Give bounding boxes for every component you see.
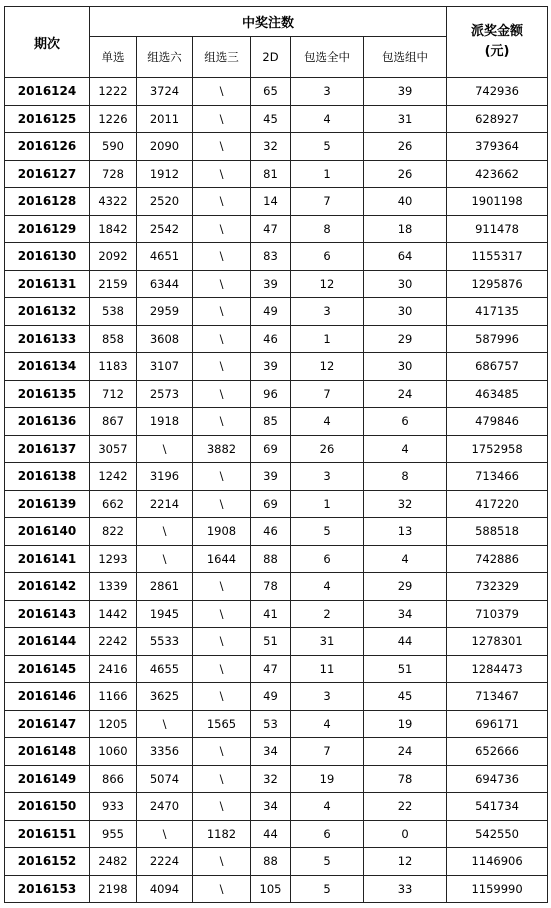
table-row <box>5 738 548 766</box>
single-cell: 2416 <box>90 655 137 683</box>
combo-group-cell: 40 <box>364 188 447 216</box>
group-six-cell: 2573 <box>137 380 193 408</box>
single-cell: 2198 <box>90 875 137 903</box>
table-row <box>5 215 548 243</box>
combo-group-cell: 64 <box>364 243 447 271</box>
combo-full-cell: 11 <box>291 655 364 683</box>
single-cell: 590 <box>90 133 137 161</box>
combo-full-cell: 3 <box>291 463 364 491</box>
combo-group-cell: 30 <box>364 298 447 326</box>
combo-full-cell: 2 <box>291 600 364 628</box>
two-d-cell: 88 <box>251 848 291 876</box>
combo-group-cell: 78 <box>364 765 447 793</box>
group-six-cell: 3107 <box>137 353 193 381</box>
issue-cell: 2016139 <box>5 490 90 518</box>
issue-header: 期次 <box>5 7 90 78</box>
payout-cell: 1278301 <box>447 628 548 656</box>
group-three-cell: \ <box>193 270 251 298</box>
group-six-cell: 4651 <box>137 243 193 271</box>
group-three-cell: \ <box>193 463 251 491</box>
combo-group-cell: 32 <box>364 490 447 518</box>
issue-cell: 2016144 <box>5 628 90 656</box>
col-header-single: 单选 <box>90 37 137 78</box>
single-cell: 728 <box>90 160 137 188</box>
two-d-cell: 45 <box>251 105 291 133</box>
group-six-cell: 3625 <box>137 683 193 711</box>
single-cell: 2092 <box>90 243 137 271</box>
payout-cell: 652666 <box>447 738 548 766</box>
issue-cell: 2016150 <box>5 793 90 821</box>
combo-group-cell: 24 <box>364 738 447 766</box>
combo-full-cell: 7 <box>291 380 364 408</box>
results-table <box>4 6 548 903</box>
payout-cell: 541734 <box>447 793 548 821</box>
single-cell: 1242 <box>90 463 137 491</box>
table-row <box>5 573 548 601</box>
single-cell: 3057 <box>90 435 137 463</box>
table-row <box>5 160 548 188</box>
combo-full-cell: 7 <box>291 188 364 216</box>
issue-cell: 2016129 <box>5 215 90 243</box>
issue-cell: 2016152 <box>5 848 90 876</box>
group-three-cell: \ <box>193 683 251 711</box>
two-d-cell: 47 <box>251 215 291 243</box>
combo-full-cell: 19 <box>291 765 364 793</box>
two-d-cell: 69 <box>251 435 291 463</box>
combo-group-cell: 12 <box>364 848 447 876</box>
col-header-group-three: 组选三 <box>193 37 251 78</box>
single-cell: 4322 <box>90 188 137 216</box>
group-six-cell: \ <box>137 710 193 738</box>
combo-group-cell: 31 <box>364 105 447 133</box>
single-cell: 866 <box>90 765 137 793</box>
combo-full-cell: 26 <box>291 435 364 463</box>
combo-full-cell: 4 <box>291 573 364 601</box>
combo-group-cell: 13 <box>364 518 447 546</box>
combo-group-cell: 0 <box>364 820 447 848</box>
single-cell: 1060 <box>90 738 137 766</box>
issue-cell: 2016134 <box>5 353 90 381</box>
combo-group-cell: 29 <box>364 325 447 353</box>
combo-group-cell: 6 <box>364 408 447 436</box>
table-row <box>5 518 548 546</box>
combo-full-cell: 5 <box>291 518 364 546</box>
group-six-cell: 2224 <box>137 848 193 876</box>
single-cell: 1183 <box>90 353 137 381</box>
two-d-cell: 53 <box>251 710 291 738</box>
group-six-cell: 4655 <box>137 655 193 683</box>
combo-full-cell: 4 <box>291 710 364 738</box>
combo-group-cell: 26 <box>364 133 447 161</box>
group-six-cell: \ <box>137 545 193 573</box>
payout-cell: 710379 <box>447 600 548 628</box>
group-three-cell: \ <box>193 848 251 876</box>
group-six-cell: 4094 <box>137 875 193 903</box>
group-six-cell: 2959 <box>137 298 193 326</box>
payout-cell: 587996 <box>447 325 548 353</box>
issue-cell: 2016145 <box>5 655 90 683</box>
combo-full-cell: 4 <box>291 408 364 436</box>
payout-cell: 713467 <box>447 683 548 711</box>
group-six-cell: 2090 <box>137 133 193 161</box>
combo-full-cell: 12 <box>291 353 364 381</box>
two-d-cell: 34 <box>251 738 291 766</box>
col-header-2d: 2D <box>251 37 291 78</box>
payout-cell: 713466 <box>447 463 548 491</box>
single-cell: 933 <box>90 793 137 821</box>
group-three-cell: \ <box>193 215 251 243</box>
single-cell: 1205 <box>90 710 137 738</box>
group-six-cell: 6344 <box>137 270 193 298</box>
group-three-cell: 3882 <box>193 435 251 463</box>
combo-full-cell: 12 <box>291 270 364 298</box>
payout-cell: 1146906 <box>447 848 548 876</box>
payout-cell: 742886 <box>447 545 548 573</box>
combo-group-cell: 8 <box>364 463 447 491</box>
combo-group-cell: 33 <box>364 875 447 903</box>
combo-group-cell: 39 <box>364 78 447 106</box>
two-d-cell: 32 <box>251 133 291 161</box>
combo-full-cell: 5 <box>291 875 364 903</box>
single-cell: 2242 <box>90 628 137 656</box>
table-row <box>5 600 548 628</box>
payout-header-line2: (元) <box>484 44 510 59</box>
two-d-cell: 51 <box>251 628 291 656</box>
table-row <box>5 463 548 491</box>
payout-cell: 1159990 <box>447 875 548 903</box>
issue-cell: 2016133 <box>5 325 90 353</box>
single-cell: 662 <box>90 490 137 518</box>
combo-full-cell: 6 <box>291 820 364 848</box>
payout-cell: 1284473 <box>447 655 548 683</box>
combo-full-cell: 3 <box>291 683 364 711</box>
two-d-cell: 46 <box>251 325 291 353</box>
table-row <box>5 105 548 133</box>
table-row <box>5 793 548 821</box>
payout-cell: 742936 <box>447 78 548 106</box>
group-three-cell: \ <box>193 793 251 821</box>
group-six-cell: \ <box>137 820 193 848</box>
payout-header-line1: 派奖金额 <box>471 24 524 39</box>
table-row <box>5 820 548 848</box>
two-d-cell: 44 <box>251 820 291 848</box>
two-d-cell: 49 <box>251 298 291 326</box>
two-d-cell: 39 <box>251 463 291 491</box>
issue-cell: 2016148 <box>5 738 90 766</box>
issue-cell: 2016136 <box>5 408 90 436</box>
group-six-cell: 2214 <box>137 490 193 518</box>
group-three-cell: 1644 <box>193 545 251 573</box>
issue-cell: 2016124 <box>5 78 90 106</box>
table-row <box>5 875 548 903</box>
issue-cell: 2016137 <box>5 435 90 463</box>
group-three-cell: \ <box>193 188 251 216</box>
issue-cell: 2016130 <box>5 243 90 271</box>
two-d-cell: 83 <box>251 243 291 271</box>
payout-cell: 588518 <box>447 518 548 546</box>
combo-full-cell: 5 <box>291 133 364 161</box>
group-six-cell: 2470 <box>137 793 193 821</box>
combo-full-cell: 6 <box>291 545 364 573</box>
two-d-cell: 69 <box>251 490 291 518</box>
payout-cell: 1155317 <box>447 243 548 271</box>
table-row <box>5 380 548 408</box>
single-cell: 2159 <box>90 270 137 298</box>
single-cell: 1842 <box>90 215 137 243</box>
combo-group-cell: 34 <box>364 600 447 628</box>
combo-full-cell: 3 <box>291 78 364 106</box>
group-three-cell: \ <box>193 765 251 793</box>
group-six-cell: \ <box>137 435 193 463</box>
payout-cell: 911478 <box>447 215 548 243</box>
col-header-combo-full: 包选全中 <box>291 37 364 78</box>
payout-cell: 1295876 <box>447 270 548 298</box>
header-row-top <box>5 7 548 37</box>
two-d-cell: 32 <box>251 765 291 793</box>
payout-cell: 463485 <box>447 380 548 408</box>
single-cell: 1442 <box>90 600 137 628</box>
group-six-cell: \ <box>137 518 193 546</box>
issue-cell: 2016147 <box>5 710 90 738</box>
group-six-cell: 2520 <box>137 188 193 216</box>
table-row <box>5 298 548 326</box>
group-three-cell: \ <box>193 325 251 353</box>
two-d-cell: 78 <box>251 573 291 601</box>
two-d-cell: 96 <box>251 380 291 408</box>
issue-cell: 2016149 <box>5 765 90 793</box>
issue-cell: 2016146 <box>5 683 90 711</box>
combo-group-cell: 30 <box>364 270 447 298</box>
table-row <box>5 325 548 353</box>
combo-full-cell: 6 <box>291 243 364 271</box>
payout-header <box>447 7 548 78</box>
payout-cell: 696171 <box>447 710 548 738</box>
two-d-cell: 65 <box>251 78 291 106</box>
combo-group-cell: 24 <box>364 380 447 408</box>
two-d-cell: 41 <box>251 600 291 628</box>
single-cell: 2482 <box>90 848 137 876</box>
group-three-cell: \ <box>193 408 251 436</box>
combo-group-cell: 30 <box>364 353 447 381</box>
two-d-cell: 81 <box>251 160 291 188</box>
issue-cell: 2016142 <box>5 573 90 601</box>
group-three-cell: \ <box>193 298 251 326</box>
group-six-cell: 2861 <box>137 573 193 601</box>
group-three-cell: \ <box>193 875 251 903</box>
table-body <box>5 78 548 903</box>
table-row <box>5 710 548 738</box>
combo-full-cell: 4 <box>291 105 364 133</box>
table-row <box>5 353 548 381</box>
two-d-cell: 14 <box>251 188 291 216</box>
single-cell: 538 <box>90 298 137 326</box>
group-six-cell: 3608 <box>137 325 193 353</box>
two-d-cell: 47 <box>251 655 291 683</box>
issue-cell: 2016138 <box>5 463 90 491</box>
issue-cell: 2016131 <box>5 270 90 298</box>
group-three-cell: \ <box>193 573 251 601</box>
winners-group-header: 中奖注数 <box>90 7 447 37</box>
group-three-cell: \ <box>193 133 251 161</box>
group-three-cell: \ <box>193 78 251 106</box>
issue-cell: 2016127 <box>5 160 90 188</box>
two-d-cell: 105 <box>251 875 291 903</box>
table-row <box>5 78 548 106</box>
combo-full-cell: 3 <box>291 298 364 326</box>
issue-cell: 2016153 <box>5 875 90 903</box>
table-row <box>5 628 548 656</box>
single-cell: 1339 <box>90 573 137 601</box>
combo-full-cell: 8 <box>291 215 364 243</box>
single-cell: 1226 <box>90 105 137 133</box>
payout-cell: 732329 <box>447 573 548 601</box>
payout-cell: 417220 <box>447 490 548 518</box>
group-three-cell: 1908 <box>193 518 251 546</box>
combo-full-cell: 1 <box>291 325 364 353</box>
combo-full-cell: 31 <box>291 628 364 656</box>
col-header-combo-group: 包选组中 <box>364 37 447 78</box>
group-three-cell: \ <box>193 738 251 766</box>
combo-group-cell: 26 <box>364 160 447 188</box>
combo-full-cell: 1 <box>291 160 364 188</box>
combo-group-cell: 4 <box>364 545 447 573</box>
table-row <box>5 545 548 573</box>
combo-full-cell: 5 <box>291 848 364 876</box>
group-three-cell: 1565 <box>193 710 251 738</box>
issue-cell: 2016135 <box>5 380 90 408</box>
group-six-cell: 5074 <box>137 765 193 793</box>
table-row <box>5 848 548 876</box>
combo-group-cell: 22 <box>364 793 447 821</box>
table-row <box>5 133 548 161</box>
payout-cell: 417135 <box>447 298 548 326</box>
two-d-cell: 39 <box>251 270 291 298</box>
two-d-cell: 39 <box>251 353 291 381</box>
group-six-cell: 3356 <box>137 738 193 766</box>
two-d-cell: 88 <box>251 545 291 573</box>
payout-cell: 479846 <box>447 408 548 436</box>
issue-cell: 2016143 <box>5 600 90 628</box>
table-row <box>5 188 548 216</box>
combo-group-cell: 51 <box>364 655 447 683</box>
single-cell: 858 <box>90 325 137 353</box>
table-row <box>5 490 548 518</box>
issue-cell: 2016126 <box>5 133 90 161</box>
payout-cell: 628927 <box>447 105 548 133</box>
group-three-cell: \ <box>193 160 251 188</box>
payout-cell: 1752958 <box>447 435 548 463</box>
payout-cell: 686757 <box>447 353 548 381</box>
issue-cell: 2016151 <box>5 820 90 848</box>
group-six-cell: 1918 <box>137 408 193 436</box>
group-three-cell: \ <box>193 243 251 271</box>
payout-cell: 423662 <box>447 160 548 188</box>
group-six-cell: 2011 <box>137 105 193 133</box>
table-row <box>5 683 548 711</box>
single-cell: 822 <box>90 518 137 546</box>
single-cell: 867 <box>90 408 137 436</box>
combo-group-cell: 44 <box>364 628 447 656</box>
group-three-cell: \ <box>193 600 251 628</box>
single-cell: 1293 <box>90 545 137 573</box>
group-three-cell: \ <box>193 105 251 133</box>
table-row <box>5 655 548 683</box>
single-cell: 1166 <box>90 683 137 711</box>
group-six-cell: 1945 <box>137 600 193 628</box>
group-three-cell: \ <box>193 628 251 656</box>
single-cell: 1222 <box>90 78 137 106</box>
group-three-cell: \ <box>193 655 251 683</box>
two-d-cell: 85 <box>251 408 291 436</box>
single-cell: 712 <box>90 380 137 408</box>
group-six-cell: 3196 <box>137 463 193 491</box>
issue-cell: 2016140 <box>5 518 90 546</box>
group-three-cell: \ <box>193 490 251 518</box>
single-cell: 955 <box>90 820 137 848</box>
group-six-cell: 3724 <box>137 78 193 106</box>
two-d-cell: 34 <box>251 793 291 821</box>
issue-cell: 2016141 <box>5 545 90 573</box>
payout-cell: 694736 <box>447 765 548 793</box>
table-row <box>5 270 548 298</box>
combo-full-cell: 1 <box>291 490 364 518</box>
group-three-cell: \ <box>193 380 251 408</box>
table-row <box>5 408 548 436</box>
table-row <box>5 765 548 793</box>
issue-cell: 2016125 <box>5 105 90 133</box>
col-header-group-six: 组选六 <box>137 37 193 78</box>
issue-cell: 2016128 <box>5 188 90 216</box>
table-row <box>5 243 548 271</box>
combo-full-cell: 7 <box>291 738 364 766</box>
combo-full-cell: 4 <box>291 793 364 821</box>
group-six-cell: 1912 <box>137 160 193 188</box>
payout-cell: 379364 <box>447 133 548 161</box>
group-six-cell: 5533 <box>137 628 193 656</box>
group-three-cell: 1182 <box>193 820 251 848</box>
group-six-cell: 2542 <box>137 215 193 243</box>
payout-cell: 542550 <box>447 820 548 848</box>
two-d-cell: 49 <box>251 683 291 711</box>
combo-group-cell: 45 <box>364 683 447 711</box>
combo-group-cell: 19 <box>364 710 447 738</box>
payout-cell: 1901198 <box>447 188 548 216</box>
group-three-cell: \ <box>193 353 251 381</box>
combo-group-cell: 29 <box>364 573 447 601</box>
table-row <box>5 435 548 463</box>
combo-group-cell: 18 <box>364 215 447 243</box>
combo-group-cell: 4 <box>364 435 447 463</box>
issue-cell: 2016132 <box>5 298 90 326</box>
two-d-cell: 46 <box>251 518 291 546</box>
